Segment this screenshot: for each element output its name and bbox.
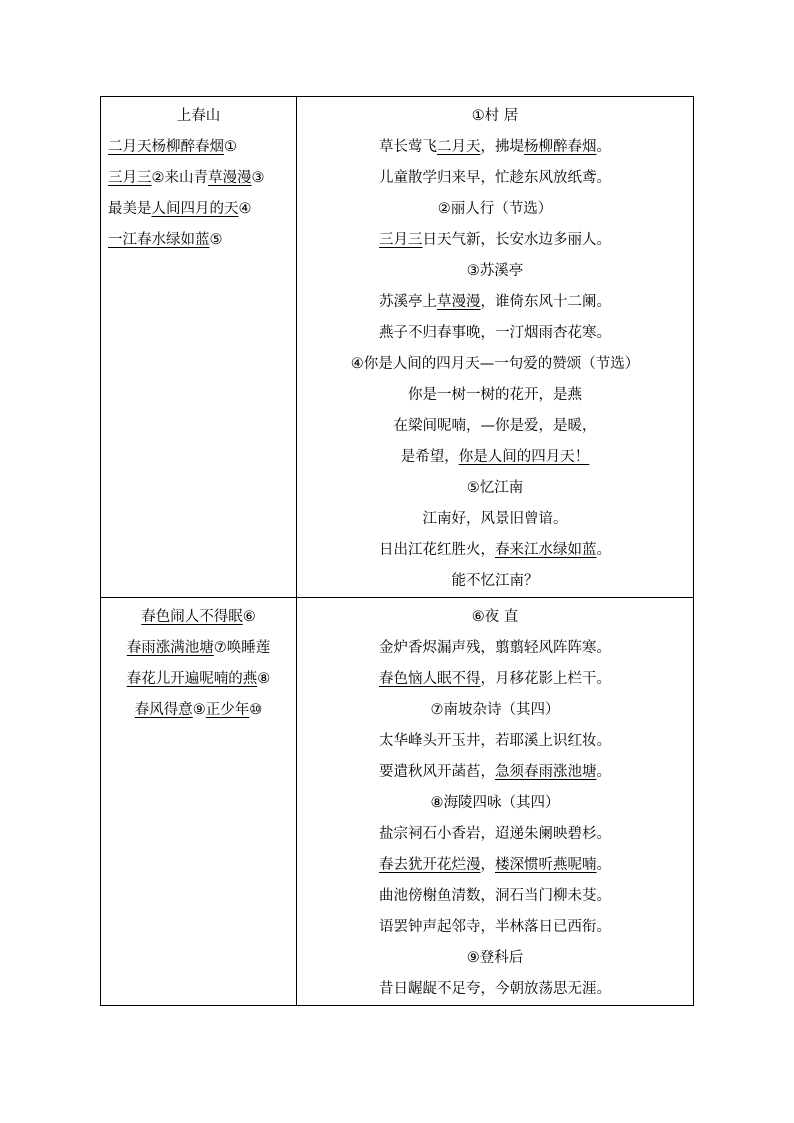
text-segment: 燕子不归春事晚，一汀烟雨杏花寒。 xyxy=(379,325,611,341)
text-segment: 日天气新，长安水边多丽人。 xyxy=(422,232,611,248)
text-segment: ，月移花影上栏干。 xyxy=(480,671,611,687)
underlined-text: 急须春雨涨池塘 xyxy=(495,764,597,780)
poem-line xyxy=(297,726,693,757)
text-segment: 江南好，风景旧曾谙。 xyxy=(422,511,568,527)
lyrics-lines xyxy=(101,132,296,256)
text-segment: ⑧海陵四咏（其四） xyxy=(430,795,560,811)
lyric-line xyxy=(101,132,296,163)
text-segment: 儿童散学归来早，忙趁东风放纸鸢。 xyxy=(379,170,611,186)
text-segment: ① xyxy=(224,139,237,155)
text-segment: ⑩ xyxy=(249,702,263,718)
underlined-text: 春雨涨满池塘 xyxy=(126,640,214,656)
underlined-text: 楼深惯听燕呢喃 xyxy=(495,857,597,873)
poem-line xyxy=(297,788,693,819)
underlined-text: 三月三 xyxy=(379,232,423,248)
text-segment: ⑦唤睡莲 xyxy=(213,640,271,656)
source-poems-cell xyxy=(297,598,694,1006)
text-segment: ，拂堤 xyxy=(480,139,524,155)
poem-line xyxy=(297,349,693,380)
poem-line xyxy=(297,819,693,850)
text-segment: 。 xyxy=(596,139,611,155)
text-segment: 太华峰头开玉井，若耶溪上识红妆。 xyxy=(379,733,611,749)
text-segment: ⑥ xyxy=(242,609,256,625)
lyric-line xyxy=(101,633,296,664)
underlined-text: 春来江水绿如蓝 xyxy=(495,542,597,558)
text-segment: 昔日龌龊不足夸，今朝放荡思无涯。 xyxy=(379,981,611,997)
poem-line xyxy=(297,132,693,163)
lyric-line xyxy=(101,225,296,256)
lyrics-cell xyxy=(101,598,297,1006)
table-row xyxy=(101,598,694,1006)
song-title: 上春山 xyxy=(176,108,221,124)
underlined-text: 春风得意 xyxy=(134,702,193,718)
text-segment: 苏溪亭上 xyxy=(379,294,437,310)
underlined-text: 二月天杨柳醉春烟 xyxy=(108,139,224,155)
underlined-text: 春去犹开花烂漫 xyxy=(379,857,481,873)
text-segment: ④ xyxy=(238,201,252,217)
lyric-line xyxy=(101,664,296,695)
text-segment: 能不忆江南？ xyxy=(451,573,539,589)
poem-table xyxy=(100,96,694,1006)
underlined-text: 草漫漫 xyxy=(437,294,481,310)
text-segment: 日出江花红胜火， xyxy=(379,542,495,558)
underlined-text: 你是人间的四月天！ xyxy=(458,449,590,465)
text-segment: 最美是 xyxy=(108,201,152,217)
underlined-text: 春花儿开遍呢喃的燕 xyxy=(126,671,258,687)
poem-line xyxy=(297,943,693,974)
poem-line xyxy=(297,442,693,473)
table-row xyxy=(101,97,694,598)
poem-line xyxy=(297,695,693,726)
poem-line xyxy=(297,473,693,504)
underlined-text: 草漫漫 xyxy=(208,170,252,186)
poem-line xyxy=(297,163,693,194)
underlined-text: 人间四月的天 xyxy=(151,201,239,217)
text-segment: ④你是人间的四月天—一句爱的赞颂（节选） xyxy=(350,356,640,372)
underlined-text: 三月三 xyxy=(108,170,152,186)
text-segment: ②丽人行（节选） xyxy=(437,201,553,217)
text-segment: 要遣秋风开菡萏， xyxy=(379,764,495,780)
poem-line xyxy=(297,664,693,695)
text-segment: 盐宗祠石小香岩，迢递朱阑映碧杉。 xyxy=(379,826,611,842)
poem-line xyxy=(297,194,693,225)
poem-line xyxy=(297,256,693,287)
text-segment: ⑥夜 直 xyxy=(471,609,519,625)
text-segment: ，谁倚东风十二阑。 xyxy=(480,294,611,310)
text-segment: ⑤ xyxy=(209,232,223,248)
text-segment: 草长莺飞 xyxy=(379,139,437,155)
text-segment: 你是一树一树的花开，是燕 xyxy=(408,387,582,403)
text-segment: ⑧ xyxy=(257,671,271,687)
text-segment: ， xyxy=(480,857,495,873)
poem-line xyxy=(297,380,693,411)
underlined-text: 杨柳醉春烟 xyxy=(524,139,597,155)
text-segment: 语罢钟声起邻寺，半林落日已西衔。 xyxy=(379,919,611,935)
lyrics-cell xyxy=(101,97,297,598)
poem-line xyxy=(297,757,693,788)
underlined-text: 春色闹人不得眠 xyxy=(141,609,243,625)
lyric-line xyxy=(101,163,296,194)
text-segment: ③ xyxy=(251,170,265,186)
underlined-text: 一江春水绿如蓝 xyxy=(108,232,210,248)
poem-line xyxy=(297,974,693,1005)
text-segment: 金炉香烬漏声残，翦翦轻风阵阵寒。 xyxy=(379,640,611,656)
source-poems-cell xyxy=(297,97,694,598)
text-segment: ③苏溪亭 xyxy=(466,263,524,279)
poem-line xyxy=(297,535,693,566)
poem-line xyxy=(297,225,693,256)
lyric-line xyxy=(101,602,296,633)
poem-line xyxy=(297,633,693,664)
text-segment: 。 xyxy=(596,764,611,780)
poem-line xyxy=(297,881,693,912)
text-segment: 。 xyxy=(596,542,611,558)
text-segment: ⑨登科后 xyxy=(466,950,524,966)
text-segment: ⑦南坡杂诗（其四） xyxy=(430,702,560,718)
underlined-text: 二月天 xyxy=(437,139,481,155)
lyric-line xyxy=(101,695,296,726)
poem-line xyxy=(297,318,693,349)
poem-line xyxy=(297,287,693,318)
text-segment: 曲池傍榭鱼清数，洞石当门柳未芟。 xyxy=(379,888,611,904)
underlined-text: 春色恼人眠不得 xyxy=(379,671,481,687)
poem-line xyxy=(297,101,693,132)
lyric-line xyxy=(101,194,296,225)
text-segment: ②来山青 xyxy=(151,170,208,186)
poem-line xyxy=(297,912,693,943)
text-segment: 在梁间呢喃，—你是爱，是暖， xyxy=(393,418,597,434)
text-segment: ①村 居 xyxy=(471,108,519,124)
underlined-text: 正少年 xyxy=(205,702,250,718)
text-segment: 。 xyxy=(596,857,611,873)
text-segment: 是希望， xyxy=(400,449,459,465)
text-segment: ⑨ xyxy=(192,702,206,718)
poem-line xyxy=(297,602,693,633)
poem-line xyxy=(297,411,693,442)
text-segment: ⑤忆江南 xyxy=(466,480,524,496)
poem-line xyxy=(297,566,693,597)
poem-line xyxy=(297,504,693,535)
poem-line xyxy=(297,850,693,881)
